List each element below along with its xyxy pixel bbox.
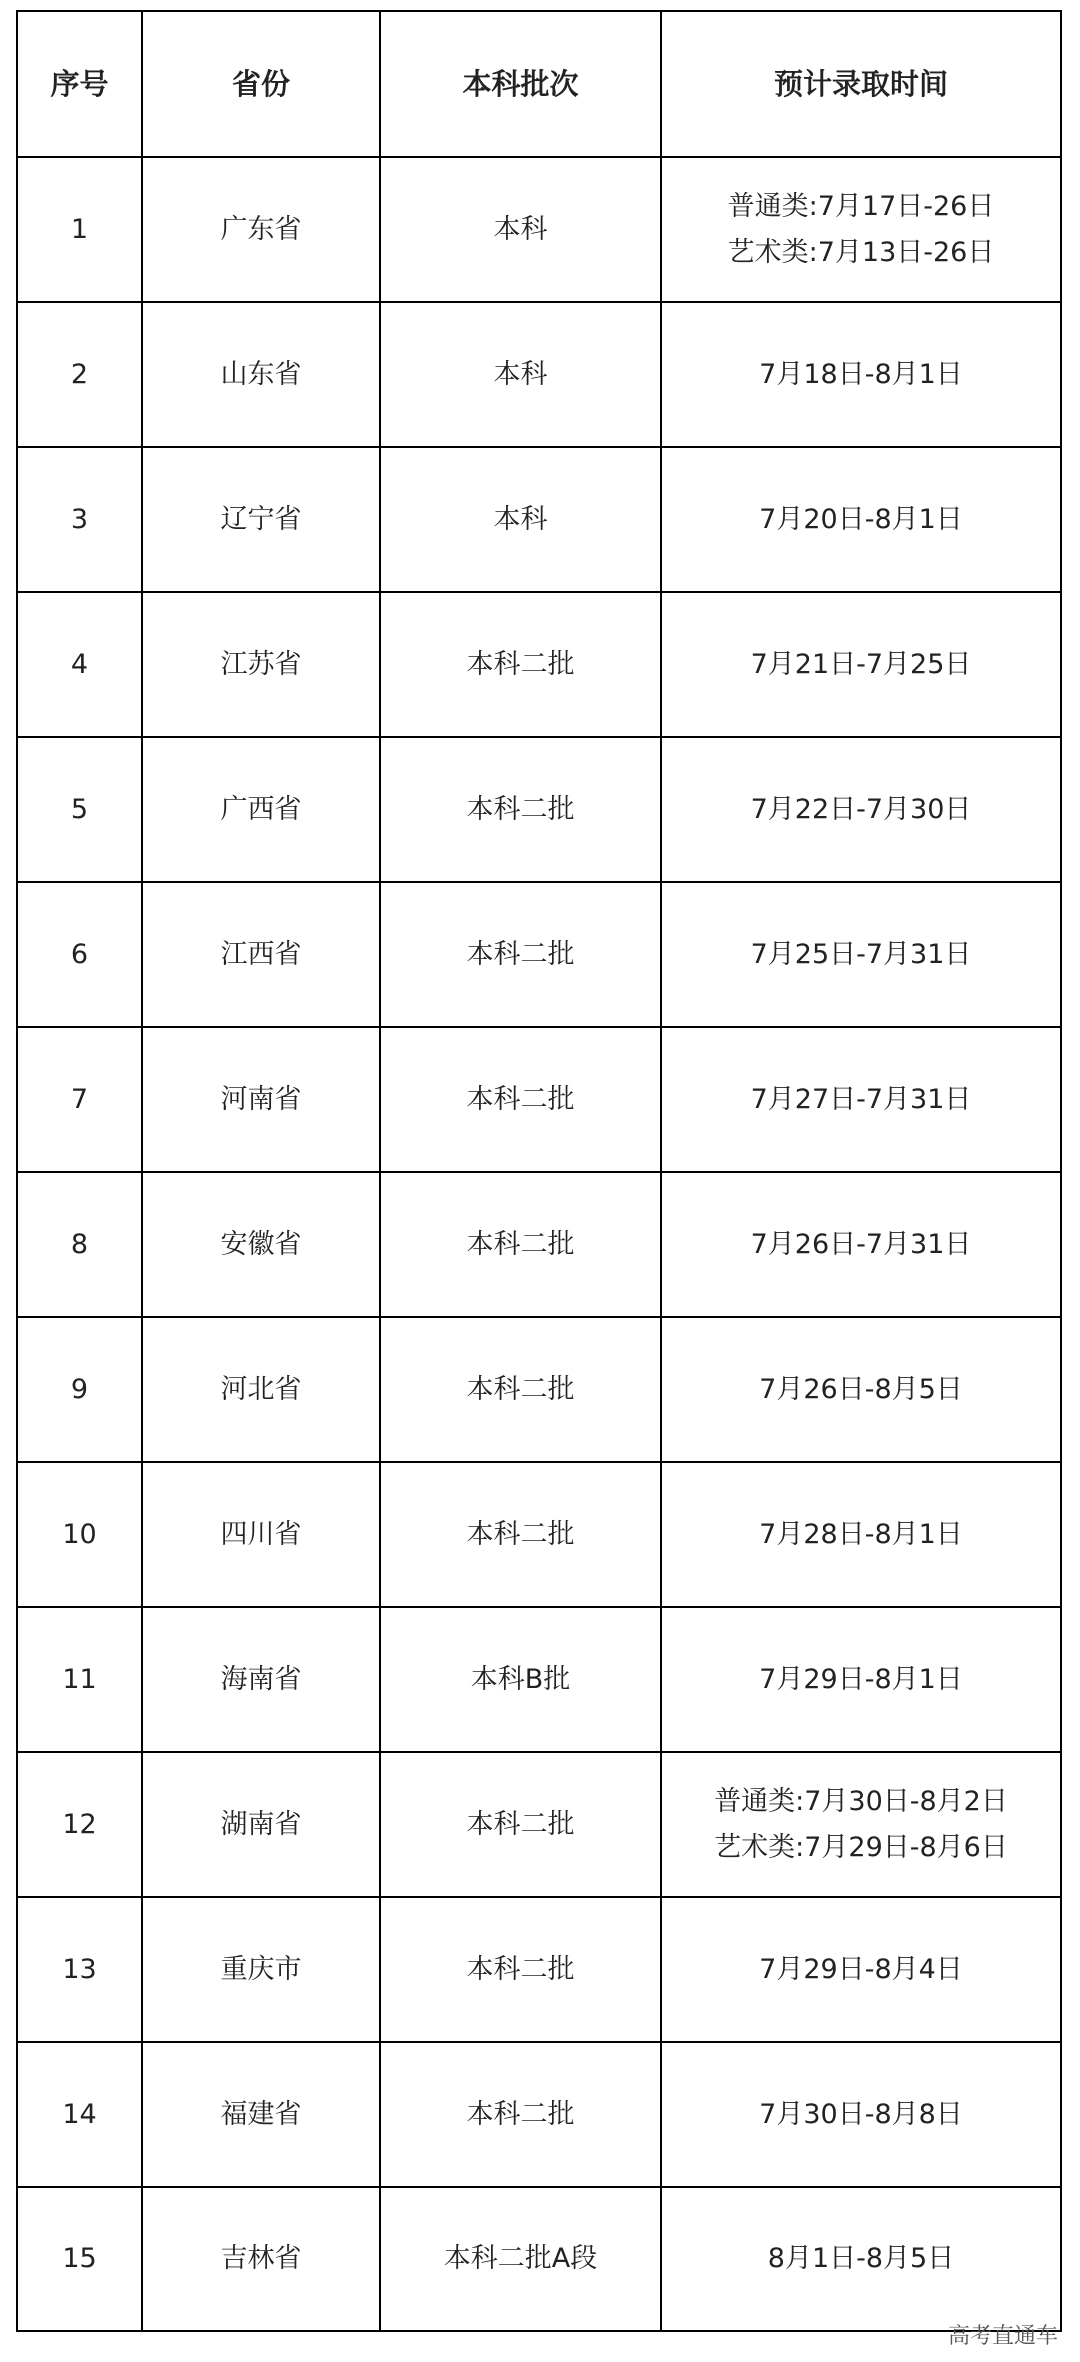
- time-line: 7月28日-8月1日: [759, 1518, 963, 1550]
- table-row: [17, 1172, 1061, 1317]
- cell-batch: 本科B批: [380, 1607, 661, 1752]
- cell-no: 3: [17, 447, 142, 592]
- cell-province: 重庆市: [142, 1897, 380, 2042]
- cell-no: 2: [17, 302, 142, 447]
- cell-time: [661, 1607, 1061, 1752]
- cell-no: 7: [17, 1027, 142, 1172]
- table-row: [17, 2187, 1061, 2331]
- cell-province: 河北省: [142, 1317, 380, 1462]
- table-row: [17, 592, 1061, 737]
- cell-batch: 本科二批: [380, 1317, 661, 1462]
- cell-no: 13: [17, 1897, 142, 2042]
- cell-batch: 本科二批: [380, 1462, 661, 1607]
- table-body: [17, 157, 1061, 2331]
- cell-no: 1: [17, 157, 142, 302]
- header-time: 预计录取时间: [661, 11, 1061, 157]
- cell-time: [661, 302, 1061, 447]
- cell-province: 湖南省: [142, 1752, 380, 1897]
- cell-province: 安徽省: [142, 1172, 380, 1317]
- cell-no: 12: [17, 1752, 142, 1897]
- header-no: 序号: [17, 11, 142, 157]
- cell-time: [661, 1752, 1061, 1897]
- time-line: 8月1日-8月5日: [767, 2243, 955, 2274]
- time-line: 7月30日-8月8日: [759, 2098, 963, 2130]
- cell-no: 6: [17, 882, 142, 1027]
- cell-province: 河南省: [142, 1027, 380, 1172]
- cell-time: [661, 2042, 1061, 2187]
- header-batch: 本科批次: [380, 11, 661, 157]
- table-row: [17, 737, 1061, 882]
- cell-time: [661, 447, 1061, 592]
- time-line: 普通类:7月17日-26日: [727, 190, 995, 222]
- cell-time: [661, 592, 1061, 737]
- cell-time: [661, 1172, 1061, 1317]
- cell-batch: 本科: [380, 302, 661, 447]
- time-line: 7月22日-7月30日: [750, 793, 972, 825]
- cell-no: 5: [17, 737, 142, 882]
- cell-batch: 本科二批: [380, 1752, 661, 1897]
- cell-no: 8: [17, 1172, 142, 1317]
- cell-no: 15: [17, 2187, 142, 2331]
- time-line: 7月25日-7月31日: [750, 938, 972, 970]
- cell-time: [661, 1317, 1061, 1462]
- table-row: [17, 1752, 1061, 1897]
- cell-province: 江苏省: [142, 592, 380, 737]
- cell-batch: 本科: [380, 447, 661, 592]
- cell-no: 11: [17, 1607, 142, 1752]
- cell-time: [661, 157, 1061, 302]
- time-line: 7月26日-8月5日: [759, 1373, 963, 1405]
- cell-batch: 本科二批: [380, 1027, 661, 1172]
- time-line: 7月29日-8月4日: [759, 1953, 963, 1985]
- table-row: [17, 882, 1061, 1027]
- cell-batch: 本科二批: [380, 882, 661, 1027]
- cell-province: 广东省: [142, 157, 380, 302]
- cell-batch: 本科: [380, 157, 661, 302]
- cell-no: 9: [17, 1317, 142, 1462]
- cell-batch: 本科二批: [380, 737, 661, 882]
- time-line: 艺术类:7月13日-26日: [727, 236, 995, 268]
- cell-time: [661, 2187, 1061, 2331]
- watermark-text: 高考直通车: [947, 2324, 1058, 2349]
- cell-time: [661, 1027, 1061, 1172]
- cell-batch: 本科二批: [380, 1897, 661, 2042]
- time-line: 7月20日-8月1日: [759, 503, 963, 535]
- cell-province: 广西省: [142, 737, 380, 882]
- table-row: [17, 1897, 1061, 2042]
- cell-no: 4: [17, 592, 142, 737]
- cell-province: 辽宁省: [142, 447, 380, 592]
- cell-batch: 本科二批: [380, 1172, 661, 1317]
- cell-province: 江西省: [142, 882, 380, 1027]
- cell-time: [661, 1897, 1061, 2042]
- header-province: 省份: [142, 11, 380, 157]
- cell-batch: 本科二批: [380, 2042, 661, 2187]
- table-row: [17, 1317, 1061, 1462]
- table-row: [17, 157, 1061, 302]
- time-line: 普通类:7月30日-8月2日: [714, 1785, 1008, 1817]
- time-line: 艺术类:7月29日-8月6日: [714, 1831, 1008, 1863]
- cell-province: 山东省: [142, 302, 380, 447]
- table-row: [17, 302, 1061, 447]
- cell-batch: 本科二批A段: [380, 2187, 661, 2331]
- table-row: [17, 2042, 1061, 2187]
- cell-no: 10: [17, 1462, 142, 1607]
- table-row: [17, 1462, 1061, 1607]
- table-header-row: [17, 11, 1061, 157]
- cell-province: 海南省: [142, 1607, 380, 1752]
- cell-province: 福建省: [142, 2042, 380, 2187]
- time-line: 7月27日-7月31日: [750, 1083, 972, 1115]
- cell-time: [661, 882, 1061, 1027]
- table-row: [17, 1027, 1061, 1172]
- time-line: 7月29日-8月1日: [759, 1663, 963, 1695]
- table-row: [17, 1607, 1061, 1752]
- cell-province: 吉林省: [142, 2187, 380, 2331]
- cell-batch: 本科二批: [380, 592, 661, 737]
- time-line: 7月21日-7月25日: [750, 648, 972, 680]
- time-line: 7月26日-7月31日: [750, 1228, 972, 1260]
- cell-province: 四川省: [142, 1462, 380, 1607]
- cell-time: [661, 737, 1061, 882]
- admission-schedule-table: [16, 10, 1062, 2332]
- cell-time: [661, 1462, 1061, 1607]
- cell-no: 14: [17, 2042, 142, 2187]
- table-row: [17, 447, 1061, 592]
- time-line: 7月18日-8月1日: [759, 358, 963, 390]
